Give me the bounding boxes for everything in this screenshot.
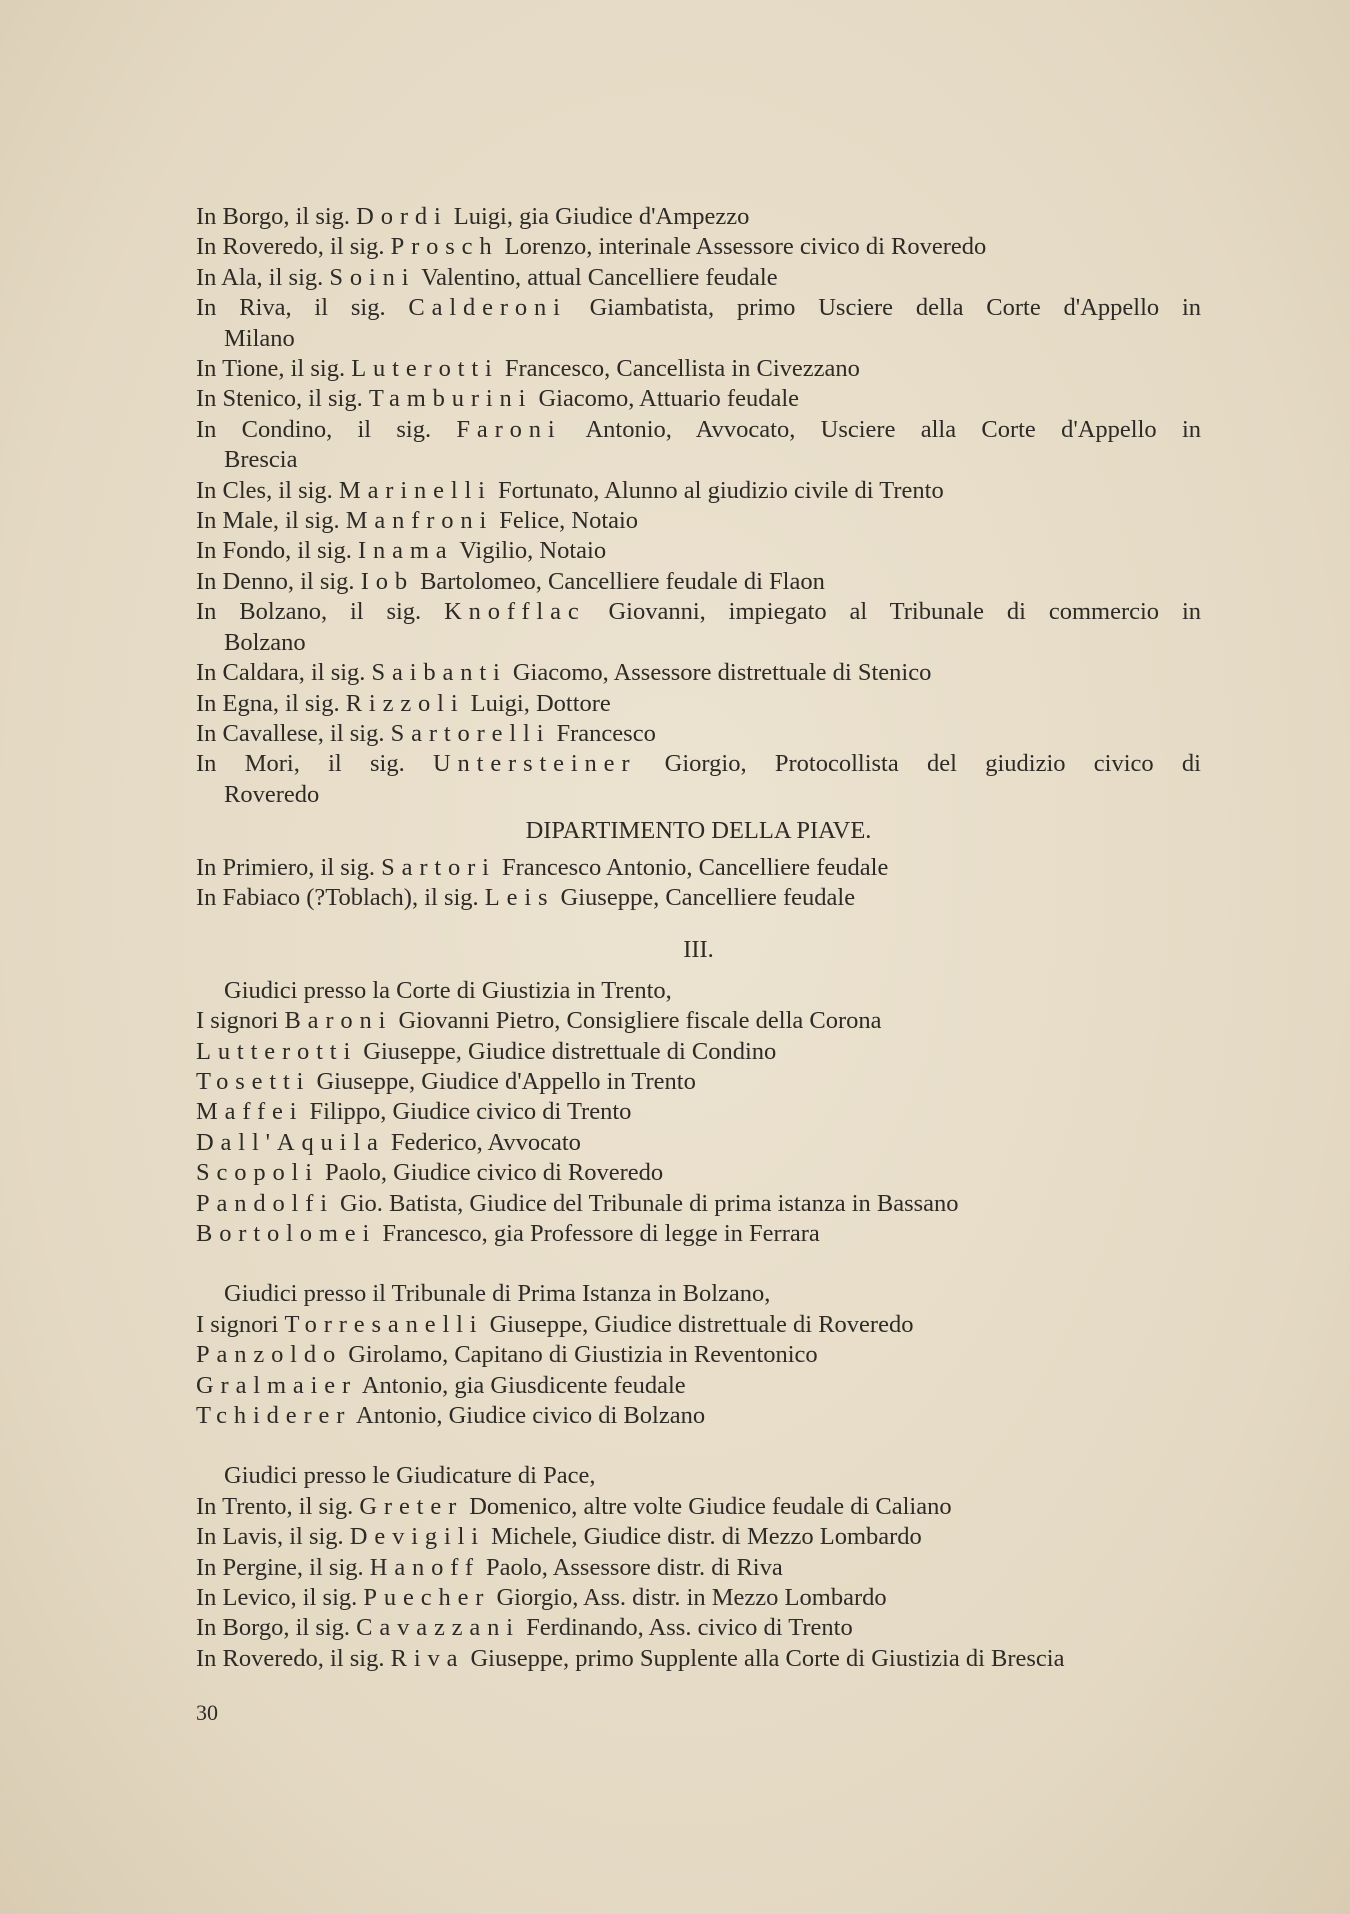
entry-description: Francesco [550, 719, 656, 747]
person-surname: Panzoldo [196, 1341, 343, 1369]
entry-prefix: In Denno, il sig. [196, 567, 361, 595]
list-entry [196, 719, 1201, 749]
person-surname: Saibanti [371, 659, 507, 687]
entry-prefix: In Roveredo, il sig. [196, 1644, 391, 1672]
list-entry [196, 384, 1201, 414]
entry-prefix: In Fabiaco (?Toblach), il sig. [196, 883, 485, 911]
entry-description: Antonio, Avvocato, Usciere alla Corte d'Appello in [561, 415, 1201, 443]
group2-intro: Giudici presso il Tribunale di Prima Istanza in Bolzano, [224, 1280, 771, 1308]
entry-description: Antonio, gia Giusdicente feudale [357, 1371, 686, 1399]
list-entry [196, 1401, 1201, 1431]
entry-prefix: In Borgo, il sig. [196, 1614, 357, 1642]
person-surname: Rizzoli [345, 689, 465, 717]
entry-description: Federico, Avvocato [384, 1128, 581, 1156]
entry-description: Giacomo, Attuario feudale [532, 385, 800, 413]
entry-description: Gio. Batista, Giudice del Tribunale di prima istanza in Bassano [333, 1189, 959, 1217]
group1-list [196, 1006, 1201, 1249]
person-surname: Luterotti [351, 355, 499, 383]
entry-description: Ferdinando, Ass. civico di Trento [519, 1614, 853, 1642]
entry-prefix: In Borgo, il sig. [196, 203, 357, 230]
entry-prefix: In Male, il sig. [196, 507, 346, 535]
person-surname: Baroni [284, 1007, 393, 1035]
entry-description: Giovanni, impiegato al Tribunale di commercio in [585, 598, 1201, 626]
list-entry [196, 1644, 1201, 1674]
person-surname: Inama [358, 537, 454, 565]
entry-prefix: In Trento, il sig. [196, 1492, 360, 1520]
person-surname: Tosetti [196, 1067, 311, 1095]
entry-description: Filippo, Giudice civico di Trento [303, 1098, 632, 1126]
person-surname: Puecher [363, 1584, 491, 1612]
person-surname: Iob [360, 567, 414, 595]
entry-description: Giuseppe, Giudice d'Appello in Trento [310, 1067, 696, 1095]
list-entry [196, 1310, 1201, 1340]
section-piave-list [196, 853, 1201, 914]
person-surname: Sartorelli [390, 719, 551, 747]
person-surname: Marinelli [338, 476, 492, 504]
person-surname: Lutterotti [196, 1037, 358, 1065]
person-surname: Dordi [356, 203, 448, 230]
entry-prefix: I signori [196, 1310, 285, 1338]
list-entry [196, 1340, 1201, 1370]
person-surname: Manfroni [345, 507, 494, 535]
group3-list [196, 1492, 1201, 1674]
person-surname: Prosch [390, 233, 499, 261]
page-text [196, 202, 1201, 1674]
entry-prefix: In Tione, il sig. [196, 355, 352, 383]
list-entry [196, 749, 1201, 779]
entry-continuation: Milano [224, 324, 295, 352]
group3-intro: Giudici presso le Giudicature di Pace, [224, 1462, 596, 1490]
entry-description: Domenico, altre volte Giudice feudale di Caliano [463, 1492, 952, 1520]
entry-prefix: In Riva, il sig. [196, 294, 409, 322]
list-entry [196, 536, 1201, 566]
list-entry [196, 293, 1201, 323]
list-entry [196, 1006, 1201, 1036]
entry-description: Paolo, Assessore distr. di Riva [479, 1553, 783, 1581]
entry-prefix: In Stenico, il sig. [196, 385, 369, 413]
person-surname: Torresanelli [284, 1310, 484, 1338]
list-entry [196, 597, 1201, 627]
list-entry [196, 354, 1201, 384]
entry-description: Giovanni Pietro, Consigliere fiscale della Corona [392, 1007, 882, 1035]
list-entry [196, 476, 1201, 506]
entry-prefix: In Lavis, il sig. [196, 1523, 350, 1551]
list-entry [196, 1522, 1201, 1552]
list-entry [196, 689, 1201, 719]
entry-description: Giuseppe, Giudice distrettuale di Roveredo [483, 1310, 914, 1338]
entry-description: Luigi, gia Giudice d'Ampezzo [447, 203, 750, 230]
person-surname: Tamburini [368, 385, 533, 413]
person-surname: Bortolomei [196, 1220, 377, 1247]
person-surname: Pandolfi [196, 1189, 334, 1217]
person-surname: Sartori [381, 853, 496, 881]
list-entry [196, 1037, 1201, 1067]
entry-description: Francesco Antonio, Cancelliere feudale [495, 853, 889, 881]
entry-description: Luigi, Dottore [464, 689, 611, 717]
list-entry [196, 1067, 1201, 1097]
list-entry [196, 853, 1201, 883]
person-surname: Faroni [456, 415, 562, 443]
person-surname: Untersteiner [432, 750, 637, 778]
entry-description: Antonio, Giudice civico di Bolzano [351, 1402, 706, 1430]
entry-description: Valentino, attual Cancelliere feudale [415, 263, 778, 291]
entry-description: Giuseppe, Cancelliere feudale [554, 883, 856, 911]
list-entry [196, 1371, 1201, 1401]
person-surname: Scopoli [196, 1159, 319, 1187]
list-entry [196, 567, 1201, 597]
entry-prefix: In Condino, il sig. [196, 415, 457, 443]
entry-description: Girolamo, Capitano di Giustizia in Reventonico [342, 1341, 818, 1369]
list-entry [196, 415, 1201, 445]
entry-description: Bartolomeo, Cancelliere feudale di Flaon [413, 567, 825, 595]
entry-description: Fortunato, Alunno al giudizio civile di Trento [491, 476, 944, 504]
entry-prefix: In Pergine, il sig. [196, 1553, 370, 1581]
section-trentino-list [196, 202, 1201, 810]
list-entry [196, 506, 1201, 536]
entry-description: Giorgio, Protocollista del giudizio civico di [636, 750, 1201, 778]
entry-prefix: In Mori, il sig. [196, 750, 433, 778]
group2-list [196, 1310, 1201, 1432]
person-surname: Knofflac [444, 598, 586, 626]
list-entry [196, 1492, 1201, 1522]
list-entry [196, 1158, 1201, 1188]
person-surname: Devigili [349, 1523, 485, 1551]
person-surname: Greter [359, 1492, 464, 1520]
person-surname: Maffei [196, 1098, 304, 1126]
person-surname: Hanoff [369, 1553, 480, 1581]
person-surname: Calderoni [408, 294, 567, 322]
list-entry [196, 232, 1201, 262]
entry-prefix: In Fondo, il sig. [196, 537, 358, 565]
list-entry [196, 263, 1201, 293]
entry-description: Lorenzo, interinale Assessore civico di Roveredo [498, 233, 987, 261]
entry-continuation: Roveredo [224, 780, 320, 808]
entry-continuation: Bolzano [224, 628, 306, 656]
heading-piave: DIPARTIMENTO DELLA PIAVE. [525, 817, 872, 845]
list-entry [196, 1189, 1201, 1219]
person-surname: Soini [329, 263, 416, 291]
entry-description: Paolo, Giudice civico di Roveredo [318, 1159, 664, 1187]
entry-prefix: In Roveredo, il sig. [196, 233, 391, 261]
person-surname: Dall'Aquila [196, 1128, 385, 1156]
person-surname: Tchiderer [196, 1402, 352, 1430]
entry-prefix: In Primiero, il sig. [196, 853, 382, 881]
entry-description: Michele, Giudice distr. di Mezzo Lombardo [484, 1523, 922, 1551]
list-entry [196, 1553, 1201, 1583]
entry-continuation: Brescia [224, 446, 298, 474]
entry-prefix: In Bolzano, il sig. [196, 598, 445, 626]
person-surname: Gralmaier [196, 1371, 358, 1399]
entry-description: Felice, Notaio [493, 507, 639, 535]
person-surname: Leis [484, 883, 555, 911]
list-entry [196, 202, 1201, 232]
roman-heading: III. [683, 936, 714, 964]
list-entry [196, 658, 1201, 688]
entry-description: Giambatista, primo Usciere della Corte d'Appello in [566, 294, 1202, 322]
entry-prefix: In Cavallese, il sig. [196, 719, 391, 747]
entry-prefix: I signori [196, 1007, 285, 1035]
group1-intro: Giudici presso la Corte di Giustizia in Trento, [224, 976, 672, 1004]
list-entry [196, 1613, 1201, 1643]
list-entry [196, 1128, 1201, 1158]
entry-prefix: In Egna, il sig. [196, 689, 346, 717]
entry-description: Giacomo, Assessore distrettuale di Stenico [506, 659, 932, 687]
entry-prefix: In Cles, il sig. [196, 476, 339, 504]
list-entry [196, 1583, 1201, 1613]
entry-prefix: In Ala, il sig. [196, 263, 330, 291]
entry-description: Giorgio, Ass. distr. in Mezzo Lombardo [490, 1584, 887, 1612]
entry-description: Francesco, gia Professore di legge in Ferrara [376, 1220, 820, 1247]
person-surname: Cavazzani [356, 1614, 520, 1642]
list-entry [196, 1219, 1201, 1249]
list-entry [196, 1097, 1201, 1127]
list-entry [196, 883, 1201, 913]
entry-description: Giuseppe, primo Supplente alla Corte di Giustizia di Brescia [464, 1644, 1065, 1672]
page-number: 30 [196, 1700, 218, 1725]
entry-prefix: In Caldara, il sig. [196, 659, 372, 687]
person-surname: Riva [390, 1644, 465, 1672]
entry-prefix: In Levico, il sig. [196, 1584, 364, 1612]
entry-description: Francesco, Cancellista in Civezzano [498, 355, 860, 383]
entry-description: Giuseppe, Giudice distrettuale di Condino [357, 1037, 777, 1065]
entry-description: Vigilio, Notaio [453, 537, 607, 565]
